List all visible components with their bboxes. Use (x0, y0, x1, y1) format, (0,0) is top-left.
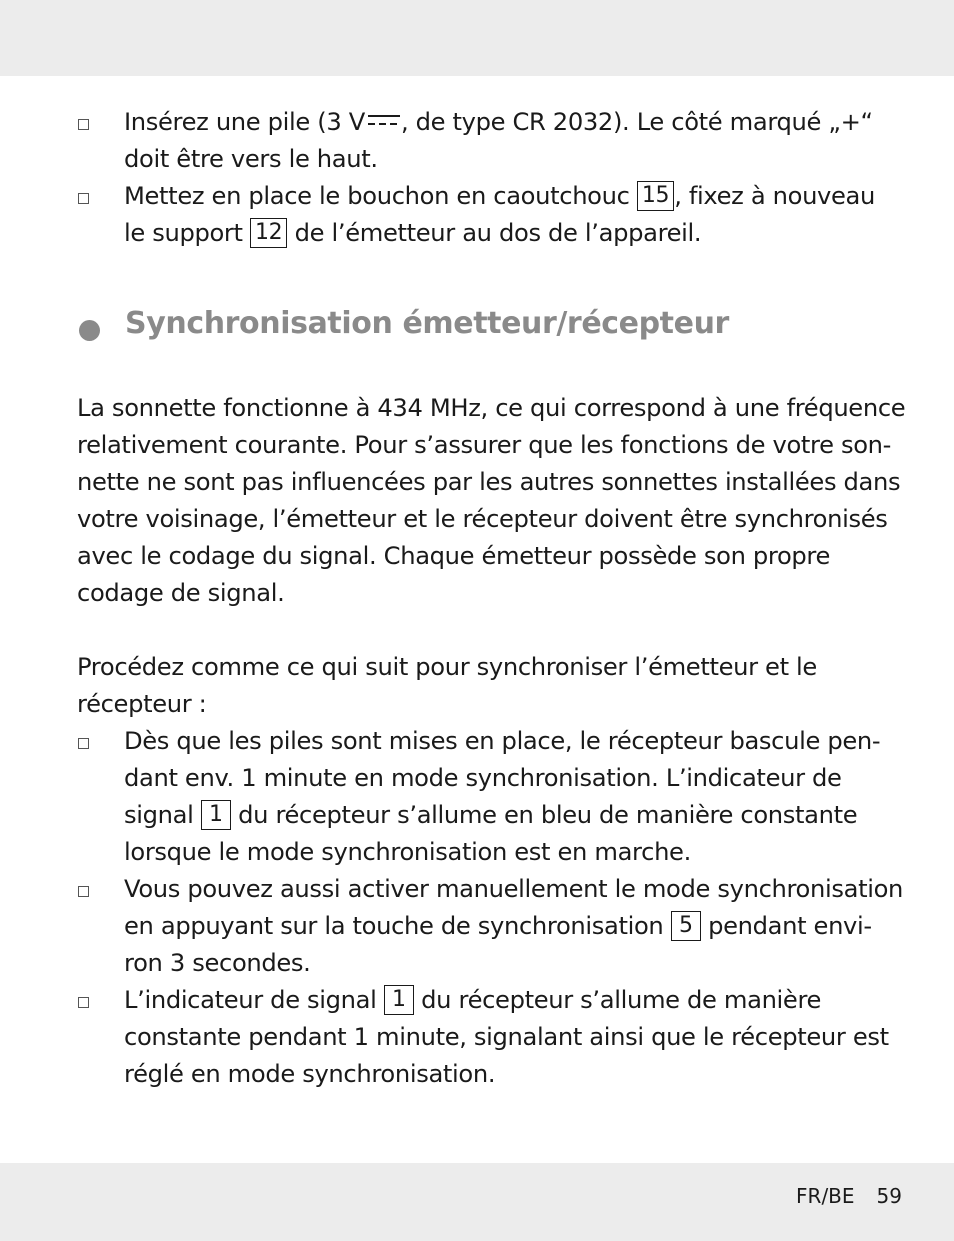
list-item (77, 178, 877, 252)
square-bullet-icon (78, 738, 89, 749)
text-line: votre voisinage, l’émetteur et le récepteur doivent être synchronisés (77, 505, 888, 533)
text-line: lorsque le mode synchronisation est en marche. (124, 838, 691, 866)
text-line: constante pendant 1 minute, signalant ainsi que le récepteur est (124, 1023, 889, 1051)
line-text: en appuyant sur la touche de synchronisation (124, 912, 671, 940)
text-line: récepteur : (77, 690, 207, 718)
reference-number-box: 12 (250, 218, 287, 248)
direct-current-icon (367, 113, 401, 127)
list-item (77, 723, 881, 871)
text-line: codage de signal. (77, 579, 285, 607)
list-item (77, 982, 889, 1093)
text-line: La sonnette fonctionne à 434 MHz, ce qui correspond à une fréquence (77, 394, 906, 422)
text-line: avec le codage du signal. Chaque émetteur possède son propre (77, 542, 830, 570)
text-line (124, 215, 877, 252)
text-line: dant env. 1 minute en mode synchronisation. L’indicateur de (124, 764, 842, 792)
text-line: relativement courante. Pour s’assurer que les fonctions de votre son- (77, 431, 892, 459)
intro-paragraph (77, 390, 906, 612)
reference-number-box: 15 (637, 181, 674, 211)
square-bullet-icon (78, 997, 89, 1008)
text-line: ron 3 secondes. (124, 949, 311, 977)
text-line: doit être vers le haut. (124, 145, 378, 173)
procedure-paragraph (77, 649, 877, 723)
top-band (0, 0, 954, 76)
line-text: , fixez à nouveau (674, 182, 876, 210)
section-heading (77, 306, 877, 354)
square-bullet-icon (78, 193, 89, 204)
text-line (124, 982, 877, 1019)
line-text: signal (124, 801, 201, 829)
reference-number-box: 1 (201, 800, 231, 830)
line-text: du récepteur s’allume en bleu de manière constante (230, 801, 858, 829)
reference-number-box: 5 (671, 911, 701, 941)
text-line: nette ne sont pas influencées par les autres sonnettes installées dans (77, 468, 901, 496)
line-text: du récepteur s’allume de manière (413, 986, 822, 1014)
text-line (124, 797, 877, 834)
line-text: , de type CR 2032). Le côté marqué „+“ (400, 108, 873, 136)
line-text: Mettez en place le bouchon en caoutchouc (124, 182, 637, 210)
text-line: Procédez comme ce qui suit pour synchroniser l’émetteur et le (77, 653, 817, 681)
text-line (124, 178, 877, 215)
square-bullet-icon (78, 119, 89, 130)
line-text: le support (124, 219, 250, 247)
list-item (77, 104, 877, 178)
text-line: réglé en mode synchronisation. (124, 1060, 496, 1088)
text-line (124, 908, 877, 945)
battery-instructions-list (77, 104, 877, 252)
text-line (124, 104, 877, 141)
heading-bullet-icon (79, 320, 100, 341)
line-text: de l’émetteur au dos de l’appareil. (287, 219, 702, 247)
page-footer (796, 1184, 902, 1208)
synchronisation-steps-list (77, 723, 904, 1093)
page-number: 59 (876, 1184, 902, 1208)
reference-number-box: 1 (384, 985, 414, 1015)
line-text: Insérez une pile (3 V (124, 108, 365, 136)
text-line: Vous pouvez aussi activer manuellement le mode synchronisation (124, 875, 904, 903)
footer-locale: FR/BE (796, 1184, 855, 1208)
square-bullet-icon (78, 886, 89, 897)
line-text: L’indicateur de signal (124, 986, 384, 1014)
text-line: Dès que les piles sont mises en place, le récepteur bascule pen- (124, 727, 881, 755)
list-item (77, 871, 904, 982)
page-content (77, 104, 906, 1093)
section-title: Synchronisation émetteur/récepteur (125, 306, 729, 341)
line-text: pendant envi- (700, 912, 872, 940)
